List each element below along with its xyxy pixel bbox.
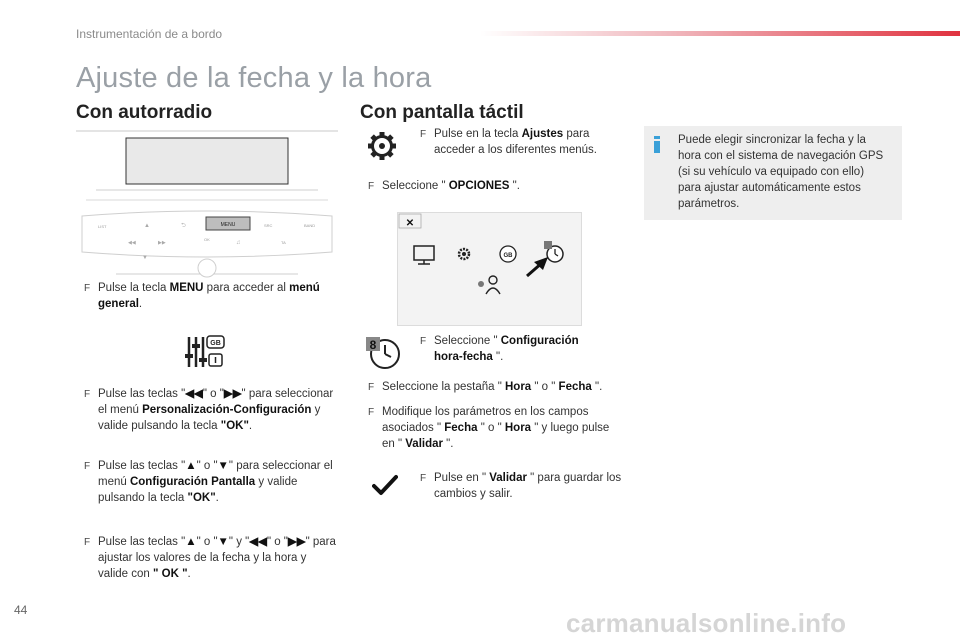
- svg-text:GB: GB: [503, 253, 513, 259]
- radio-step-1: F Pulse la tecla MENU para acceder al menú general.: [84, 282, 320, 310]
- monitor-icon: [414, 246, 434, 264]
- svg-text:▲: ▲: [144, 223, 150, 229]
- section-heading-touch: Con pantalla táctil: [360, 102, 524, 123]
- chapter-header: Instrumentación de a bordo: [76, 27, 223, 41]
- gb-label: GB: [210, 340, 221, 347]
- settings-gear-small-icon: [459, 249, 469, 259]
- date-time-clock-icon: [365, 336, 401, 372]
- radio-menu-key-label: MENU: [220, 222, 236, 228]
- radio-band-key-label: BAND: [304, 223, 316, 228]
- touch-step-5: F Modifique los parámetros en los campos asociados " Fecha " o " Hora " y luego pulse en " Validar ".: [368, 406, 610, 450]
- settings-sliders-gb-icon: [182, 334, 226, 370]
- svg-text:▶▶: ▶▶: [158, 240, 166, 246]
- header-accent-bar: [480, 31, 960, 36]
- touch-step-6: F Pulse en " Validar " para guardar los cambios y salir.: [420, 472, 622, 500]
- svg-text:♫: ♫: [236, 240, 241, 246]
- checkmark-icon: [372, 474, 398, 496]
- info-text: Puede elegir sincronizar la fecha y la hora con el sistema de navegación GPS (si su vehículo va equipado con ello) para ajustar automáticamente estos parámetros.: [678, 134, 884, 210]
- page-title: Ajuste de la fecha y la hora: [76, 62, 432, 94]
- radio-panel-illustration: [76, 128, 338, 278]
- radio-src-key-label: SRC: [264, 223, 273, 228]
- touch-step-1: F Pulse en la tecla Ajustes para acceder a los diferentes menús.: [420, 128, 598, 156]
- radio-step-2: F Pulse las teclas "◀◀" o "▶▶" para seleccionar el menú Personalización-Configuración y valide pulsando la tecla "OK".: [84, 388, 334, 432]
- radio-step-4: F Pulse las teclas "▲" o "▼" y "◀◀" o "▶▶" para ajustar los valores de la fecha y la hora y valide con " OK ".: [84, 536, 336, 580]
- section-heading-radio: Con autorradio: [76, 102, 213, 123]
- gear-icon: [366, 130, 398, 162]
- user-profile-icon: [478, 276, 500, 294]
- badge-number: 8: [369, 338, 377, 352]
- radio-step-3: F Pulse las teclas "▲" o "▼" para seleccionar el menú Configuración Pantalla y valide pulsando la tecla "OK".: [84, 460, 333, 504]
- svg-text:◀◀: ◀◀: [128, 240, 136, 246]
- language-gb-icon: [500, 246, 516, 262]
- svg-text:▼: ▼: [142, 255, 148, 261]
- pointer-arrow-icon: [527, 257, 548, 276]
- watermark: carmanualsonline.info: [566, 608, 847, 638]
- svg-text:✕: ✕: [405, 218, 415, 229]
- radio-list-key-label: LIST: [98, 224, 107, 229]
- radio-ok-key-label: OK: [204, 237, 210, 242]
- radio-ta-key-label: TA: [281, 240, 286, 245]
- touch-step-4: F Seleccione la pestaña " Hora " o " Fecha ".: [368, 381, 603, 393]
- touch-step-3: F Seleccione " Configuración hora-fecha ".: [420, 335, 579, 363]
- info-icon: [653, 136, 661, 153]
- page-number: 44: [14, 603, 28, 617]
- touchscreen-options-icons: [397, 212, 582, 326]
- svg-text:⮌: ⮌: [181, 223, 186, 229]
- touch-step-2: F Seleccione " OPCIONES ".: [368, 180, 520, 192]
